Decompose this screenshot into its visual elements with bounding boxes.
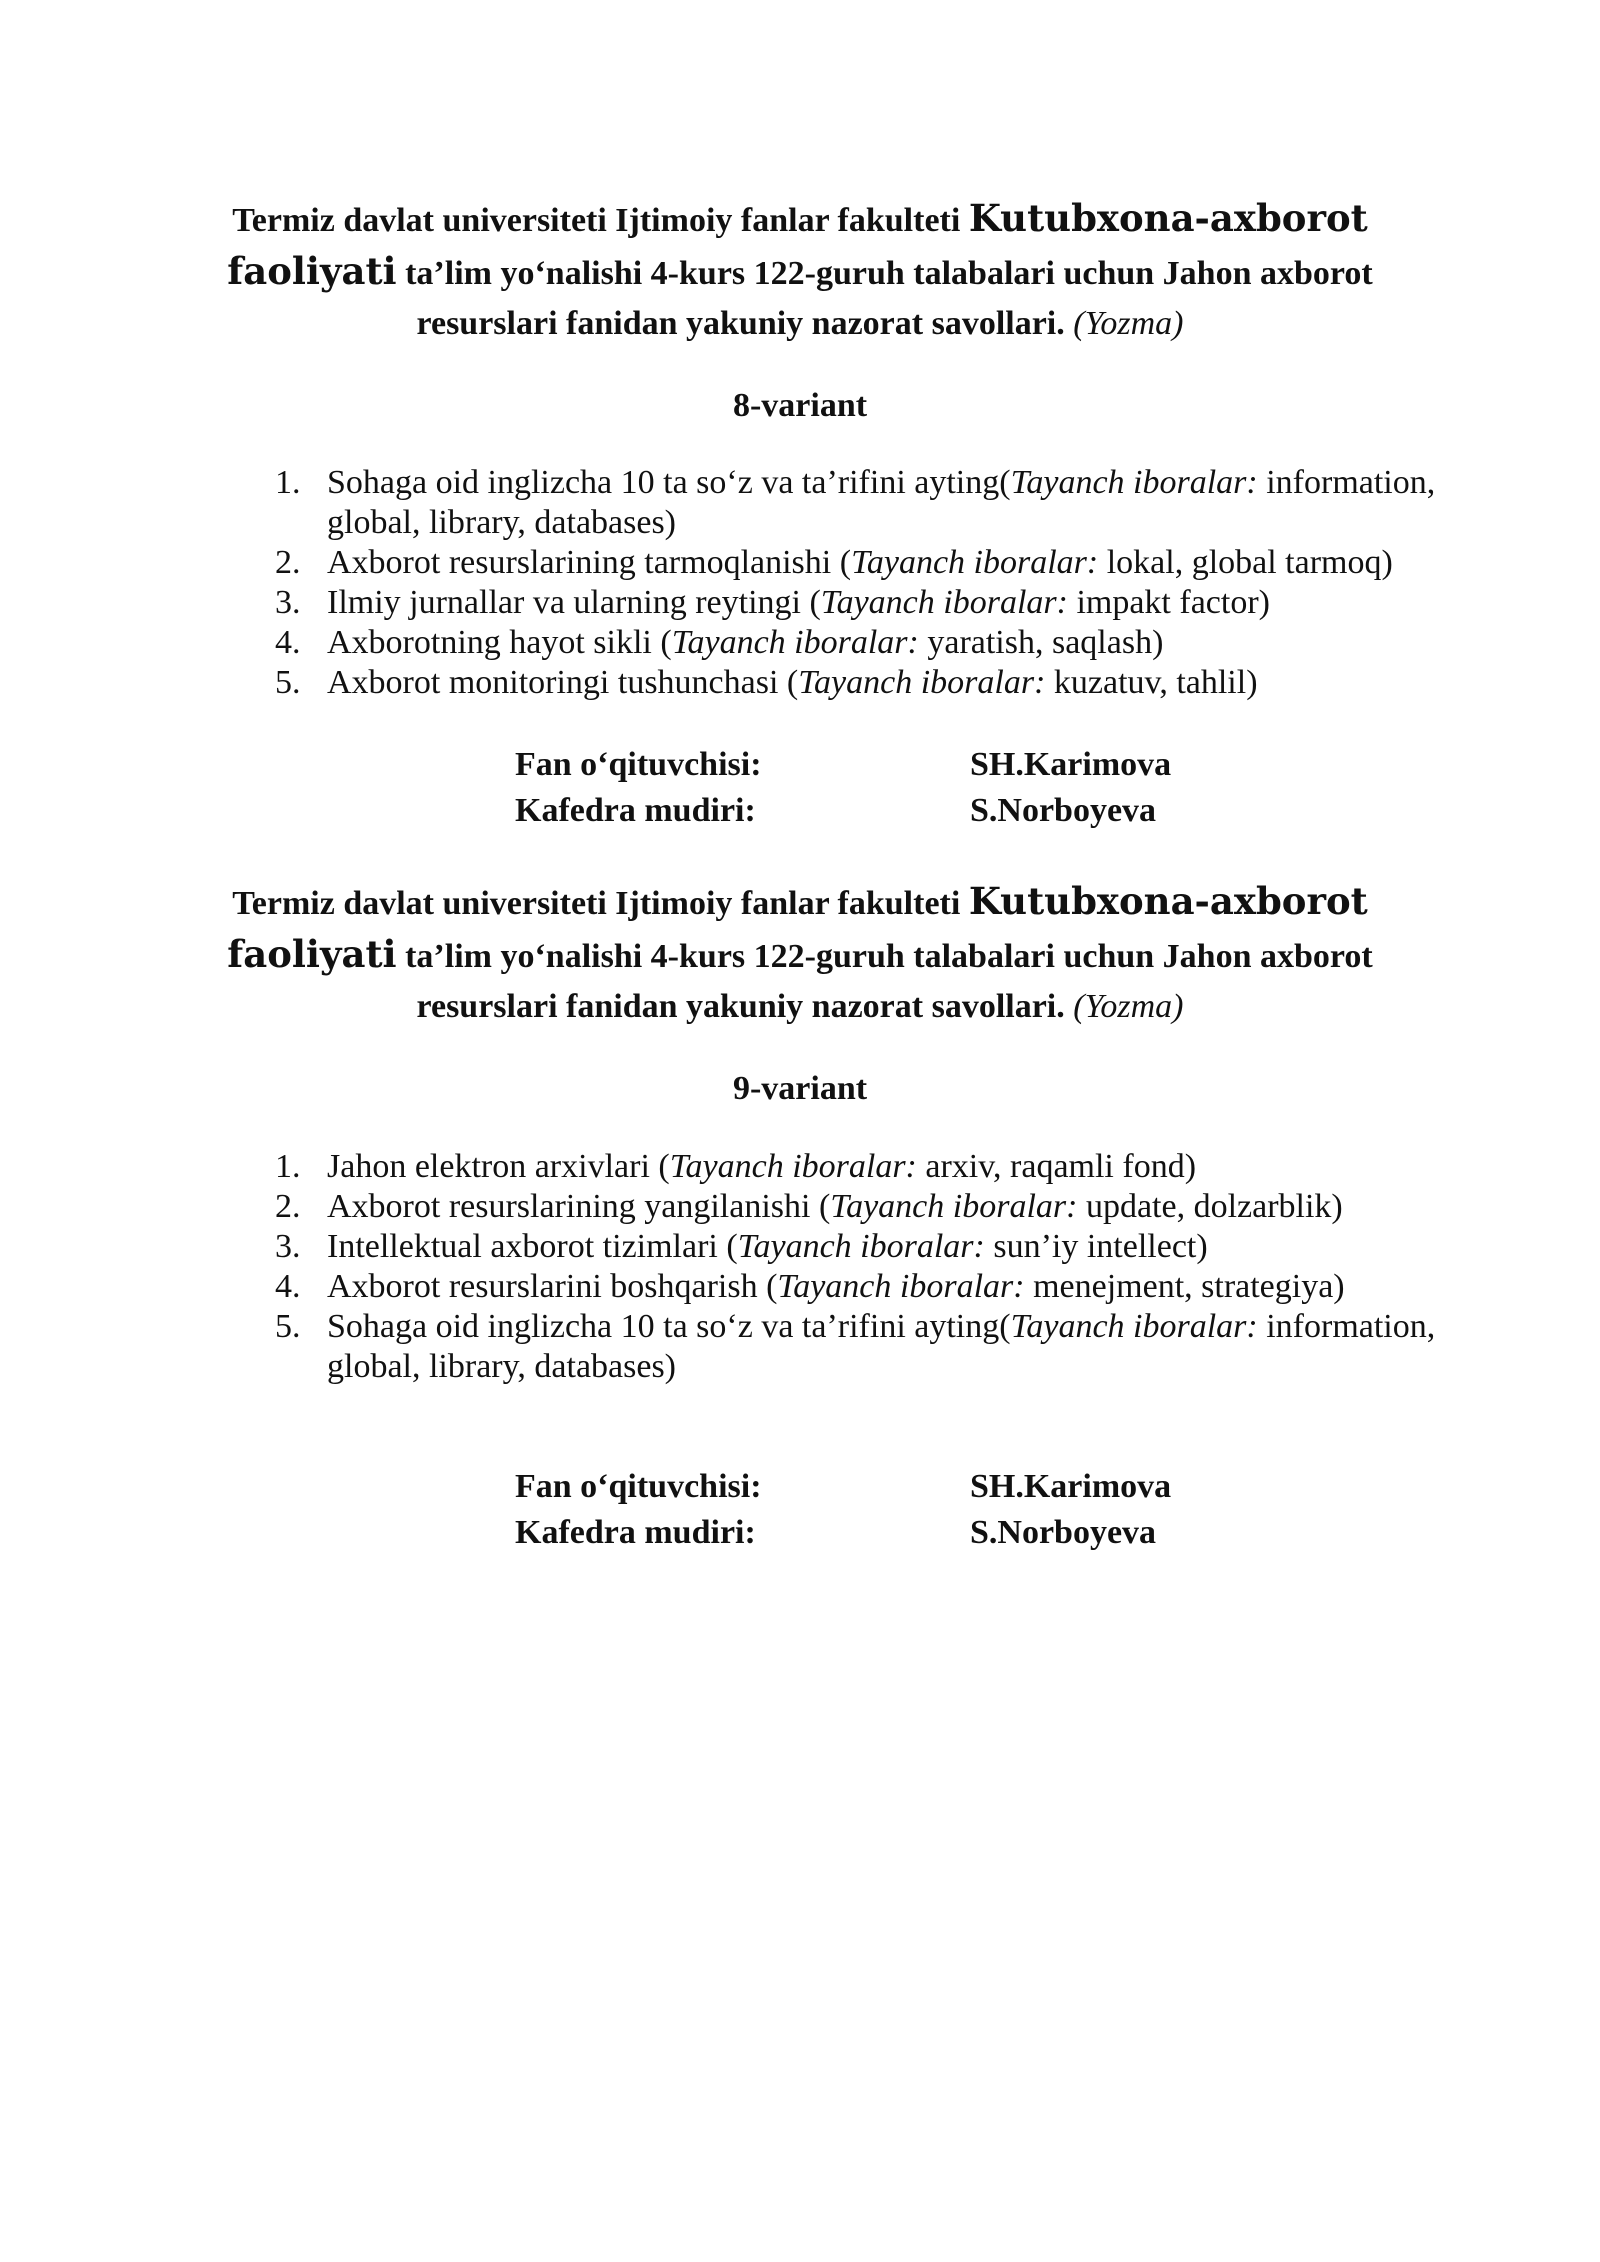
question-text: Axborot monitoringi tushunchasi ( (327, 664, 799, 701)
question-item (275, 583, 1490, 623)
teacher-name: SH.Karimova (970, 1468, 1172, 1505)
teacher-name: SH.Karimova (970, 746, 1172, 783)
header-block-8 (0, 193, 1600, 349)
question-text: Jahon elektron arxivlari ( (327, 1148, 670, 1185)
question-number: 1. (275, 464, 301, 501)
question-item (275, 1267, 1490, 1307)
question-item (275, 1147, 1490, 1187)
question-text: Ilmiy jurnallar va ularning reytingi ( (327, 584, 821, 621)
question-item (275, 1307, 1490, 1387)
question-number: 4. (275, 624, 301, 661)
keyword-prefix: Tayanch iboralar: (798, 664, 1046, 701)
keyword-prefix: Tayanch iboralar: (777, 1268, 1025, 1305)
question-keywords: yaratish, saqlash) (918, 624, 1164, 661)
question-keywords: menejment, strategiya) (1024, 1268, 1345, 1305)
keyword-prefix: Tayanch iboralar: (669, 1148, 917, 1185)
question-text: Axborot resurslarini boshqarish ( (327, 1268, 778, 1305)
question-keywords: update, dolzarblik) (1077, 1188, 1343, 1225)
question-text: Sohaga oid inglizcha 10 ta so‘z va ta’rifini ayting( (327, 1308, 1011, 1345)
heading-part-1: Termiz davlat universiteti Ijtimoiy fanlar fakulteti (232, 885, 969, 922)
question-number: 2. (275, 1188, 301, 1225)
question-list-8 (275, 463, 1490, 703)
question-text: Sohaga oid inglizcha 10 ta so‘z va ta’rifini ayting( (327, 464, 1011, 501)
question-item (275, 463, 1490, 543)
question-keywords: information, global, library, databases) (327, 464, 1436, 541)
question-number: 4. (275, 1268, 301, 1305)
keyword-prefix: Tayanch iboralar: (851, 544, 1099, 581)
question-list-9 (275, 1147, 1490, 1387)
heading-part-3: ta’lim yo‘nalishi 4-kurs 122-guruh talabalari uchun Jahon axborot resurslari fanidan yakuniy nazorat savollari. (396, 255, 1373, 342)
question-item (275, 623, 1490, 663)
question-number: 5. (275, 1308, 301, 1345)
question-number: 1. (275, 1148, 301, 1185)
question-text: Axborotning hayot sikli ( (327, 624, 672, 661)
teacher-label: Fan o‘qituvchisi: (515, 746, 762, 783)
question-number: 3. (275, 584, 301, 621)
question-text: Axborot resurslarining tarmoqlanishi ( (327, 544, 852, 581)
teacher-label: Fan o‘qituvchisi: (515, 1468, 762, 1505)
question-number: 2. (275, 544, 301, 581)
question-number: 3. (275, 1228, 301, 1265)
header-block-9 (0, 876, 1600, 1032)
heading-exam-type: (Yozma) (1073, 988, 1184, 1025)
head-label: Kafedra mudiri: (515, 792, 756, 829)
variant-title: 9-variant (732, 1070, 868, 1107)
document-heading (200, 193, 1400, 349)
keyword-prefix: Tayanch iboralar: (1010, 1308, 1258, 1345)
variant-title: 8-variant (732, 387, 868, 424)
variant-title-8-wrap (0, 386, 1600, 426)
variant-title-9-wrap (0, 1069, 1600, 1109)
keyword-prefix: Tayanch iboralar: (1010, 464, 1258, 501)
question-item (275, 663, 1490, 703)
heading-exam-type: (Yozma) (1073, 305, 1184, 342)
question-item (275, 1187, 1490, 1227)
head-name: S.Norboyeva (970, 792, 1157, 829)
question-item (275, 1227, 1490, 1267)
keyword-prefix: Tayanch iboralar: (737, 1228, 985, 1265)
head-name: S.Norboyeva (970, 1514, 1157, 1551)
question-keywords: lokal, global tarmoq) (1098, 544, 1393, 581)
heading-program-name: Kutubxona-axborot faoliyati (227, 879, 1368, 976)
keyword-prefix: Tayanch iboralar: (671, 624, 919, 661)
question-keywords: kuzatuv, tahlil) (1045, 664, 1258, 701)
question-keywords: information, global, library, databases) (327, 1308, 1436, 1385)
question-item (275, 543, 1490, 583)
question-number: 5. (275, 664, 301, 701)
heading-part-1: Termiz davlat universiteti Ijtimoiy fanlar fakulteti (232, 202, 969, 239)
question-text: Intellektual axborot tizimlari ( (327, 1228, 738, 1265)
heading-program-name: Kutubxona-axborot faoliyati (227, 196, 1368, 293)
keyword-prefix: Tayanch iboralar: (820, 584, 1068, 621)
question-text: Axborot resurslarining yangilanishi ( (327, 1188, 831, 1225)
question-keywords: impakt factor) (1067, 584, 1270, 621)
document-heading (200, 876, 1400, 1032)
question-keywords: arxiv, raqamli fond) (916, 1148, 1197, 1185)
heading-part-3: ta’lim yo‘nalishi 4-kurs 122-guruh talabalari uchun Jahon axborot resurslari fanidan yakuniy nazorat savollari. (396, 938, 1373, 1025)
head-label: Kafedra mudiri: (515, 1514, 756, 1551)
keyword-prefix: Tayanch iboralar: (830, 1188, 1078, 1225)
question-keywords: sun’iy intellect) (984, 1228, 1208, 1265)
